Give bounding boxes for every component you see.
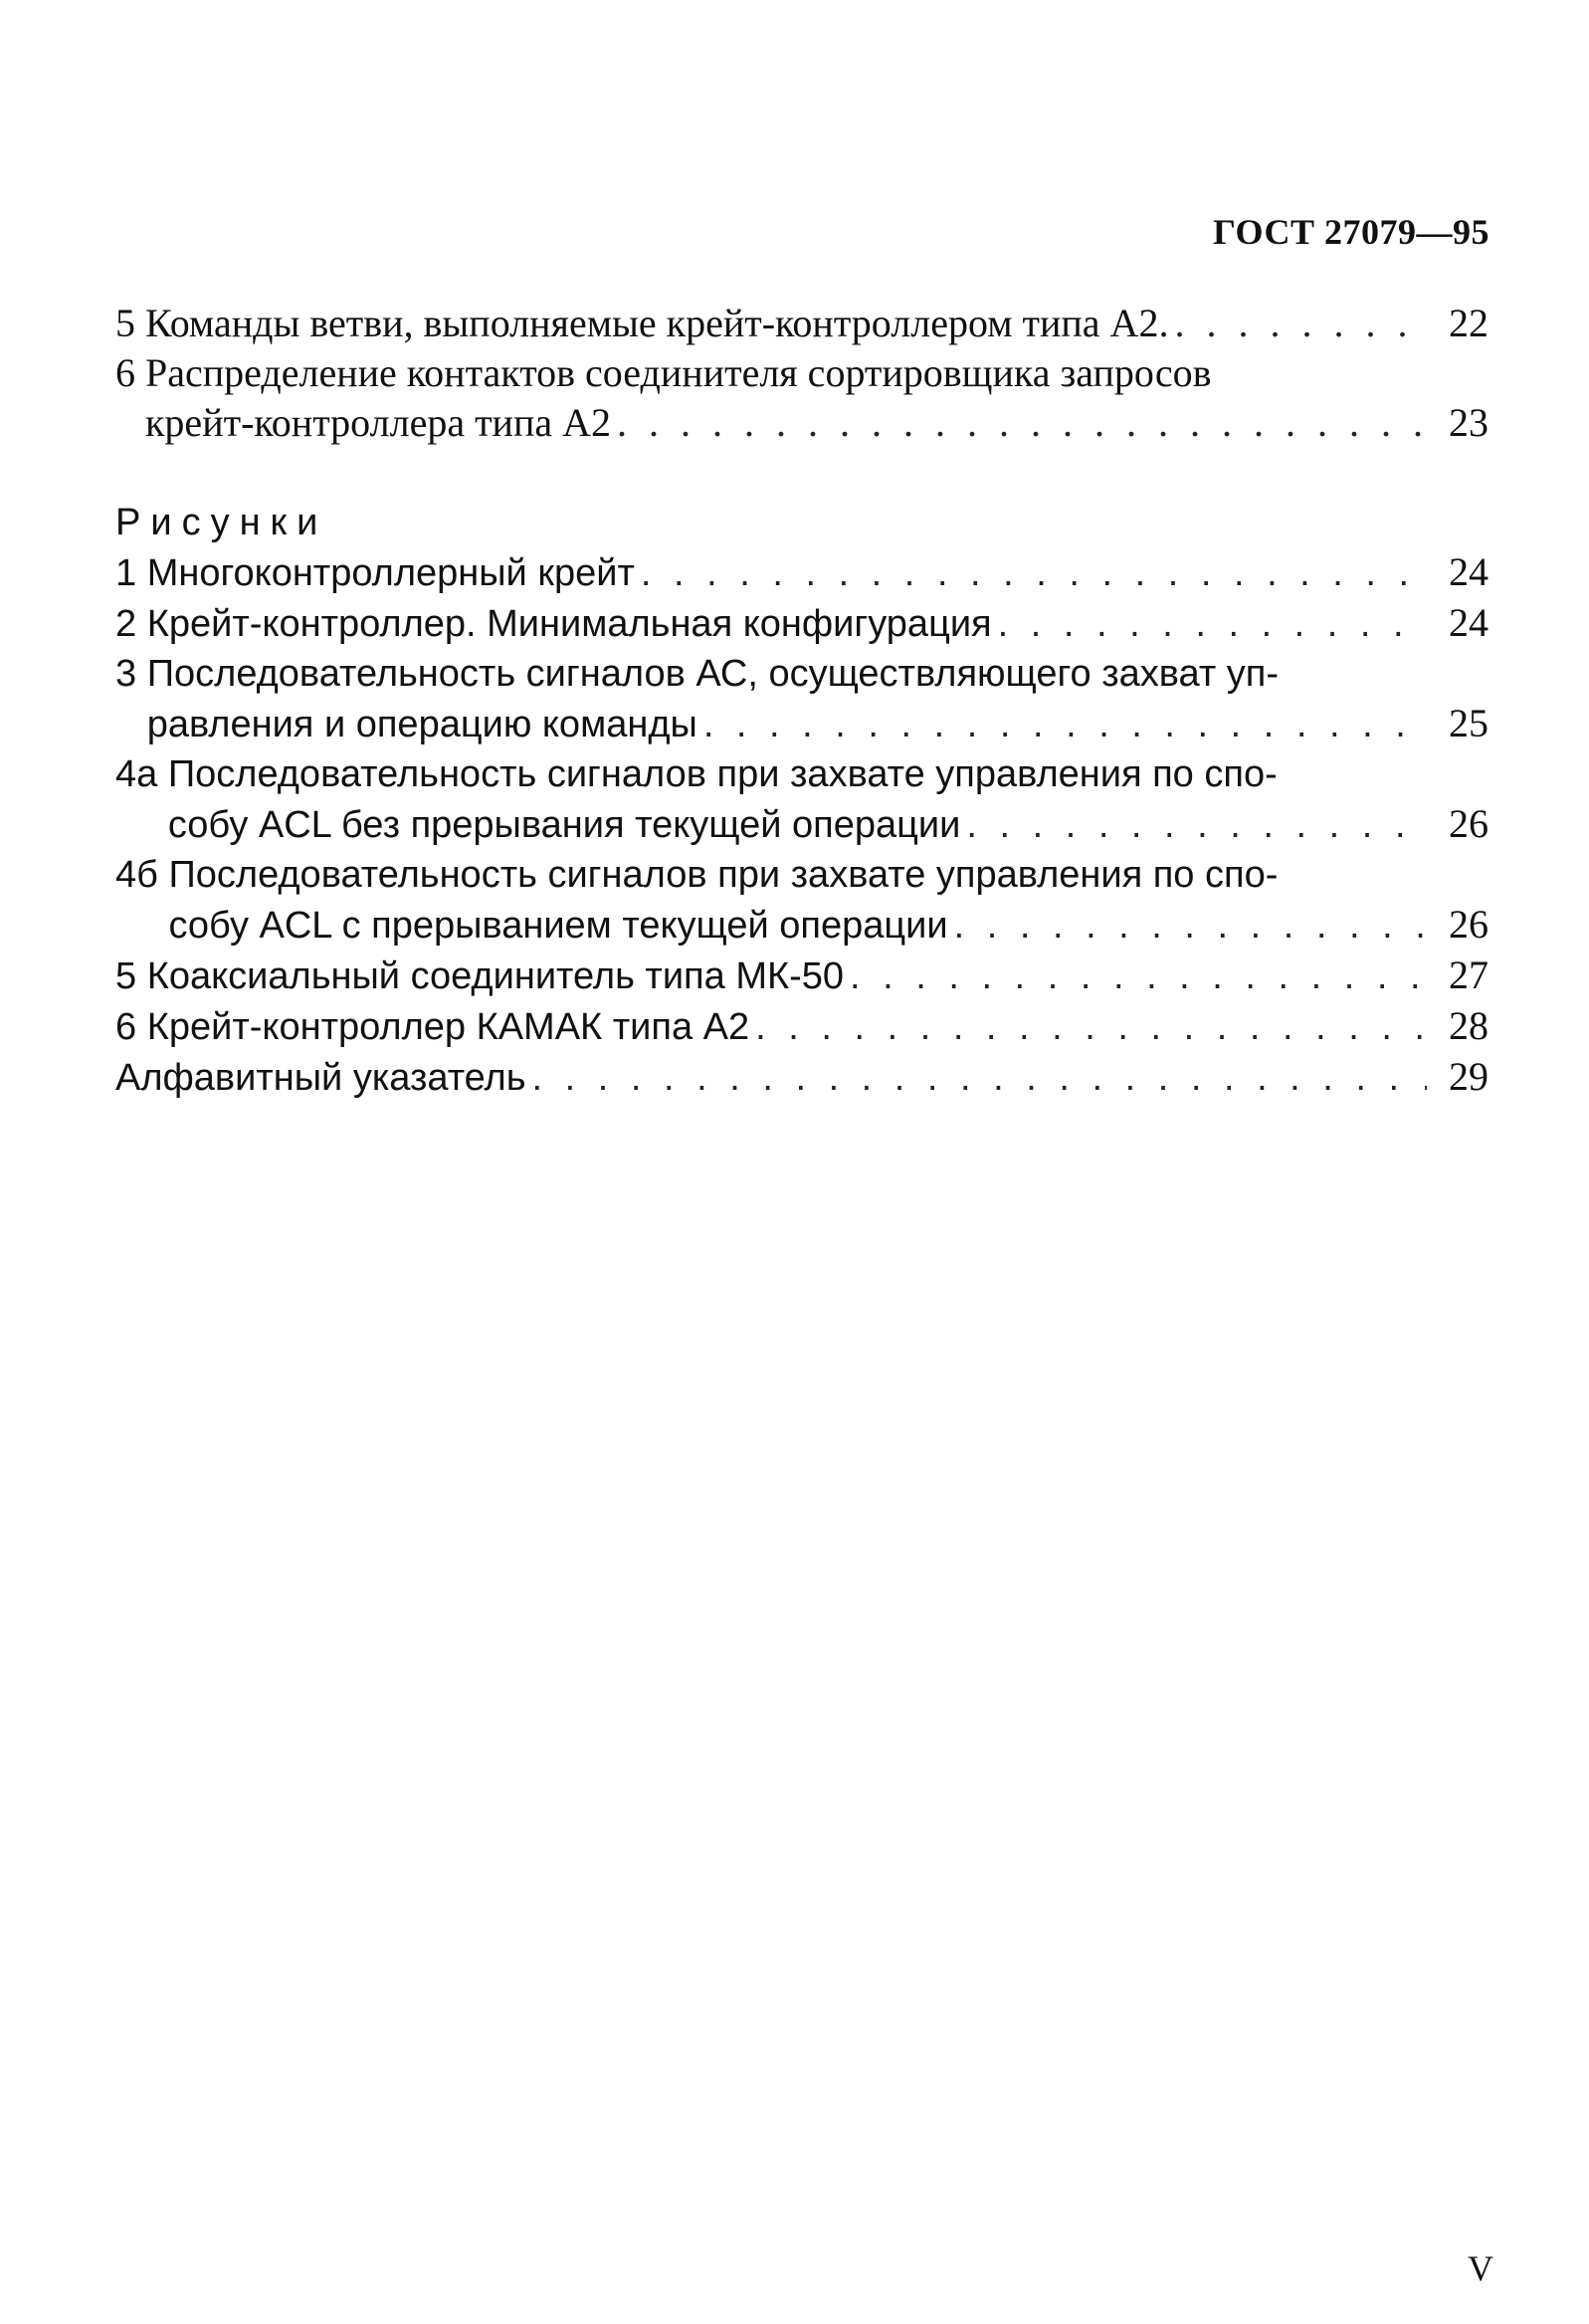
- toc-entry[interactable]: [115, 749, 1489, 850]
- leader-dots: [703, 700, 1427, 749]
- toc-entry-page: 26: [1449, 801, 1489, 846]
- toc-entry-page: 27: [1449, 952, 1489, 997]
- toc-entry-page: 24: [1449, 549, 1489, 594]
- toc-figures-list: [115, 498, 1489, 1103]
- leader-dots: [1174, 299, 1427, 348]
- toc-entry[interactable]: [115, 299, 1489, 348]
- toc-entry[interactable]: [115, 649, 1489, 749]
- leader-dots: [850, 951, 1427, 1001]
- toc-entry-title-continued: равления и операцию команды: [146, 704, 697, 745]
- toc-entry-page: 25: [1449, 701, 1489, 745]
- toc-entry-page: 28: [1449, 1003, 1489, 1048]
- toc-entry-title-continued: крейт-контроллера типа А2: [145, 400, 612, 445]
- toc-entry-title: Последовательность сигналов АС, осуществляющего захват уп-: [146, 653, 1280, 695]
- toc-entry-number: 6: [115, 350, 135, 395]
- toc-entry-title-continued: собу ACL без прерывания текущей операции: [167, 804, 961, 846]
- toc-entry-title: Распределение контактов соединителя сортировщика запросов: [145, 350, 1212, 395]
- toc-entry-page: 23: [1449, 400, 1489, 445]
- page-number-footer: V: [1468, 2248, 1493, 2288]
- toc-entry[interactable]: [115, 951, 1489, 1001]
- document-code-header: ГОСТ 27079—95: [1213, 212, 1490, 252]
- toc-entry-number: 3: [115, 653, 137, 695]
- toc-entry-number: 1: [115, 552, 137, 594]
- toc-entry-title: Крейт-контроллер КАМАК типа А2: [146, 1006, 750, 1048]
- toc-tables-list: [115, 299, 1489, 448]
- section-title-figures: Рисунки: [115, 502, 328, 543]
- toc-entry-number: 4а: [115, 753, 158, 795]
- toc-entry-title: Многоконтроллерный крейт: [146, 552, 635, 594]
- toc-entry-title: Крейт-контроллер. Минимальная конфигурация: [146, 603, 992, 645]
- leader-dots: [998, 599, 1427, 649]
- toc-entry-number: 4б: [115, 854, 158, 896]
- toc-entry-number: 5: [115, 301, 135, 345]
- toc-entry-title: Коаксиальный соединитель типа МК-50: [146, 955, 845, 997]
- toc-entry[interactable]: [115, 850, 1489, 951]
- toc-entry-number: 2: [115, 603, 137, 645]
- leader-dots: [617, 398, 1427, 448]
- toc-entry-title: Команды ветви, выполняемые крейт-контроллером типа А2.: [145, 301, 1169, 345]
- toc-entry[interactable]: [115, 1001, 1489, 1052]
- toc-entry[interactable]: [115, 598, 1489, 649]
- toc-entry-title: Последовательность сигналов при захвате управления по спо-: [167, 753, 1278, 795]
- leader-dots: [755, 1002, 1427, 1052]
- toc-entry-number: 5: [115, 955, 137, 997]
- toc-entry-page: 26: [1449, 902, 1489, 947]
- toc-entry-title: Последовательность сигналов при захвате управления по спо-: [168, 854, 1279, 896]
- toc-entry[interactable]: [115, 348, 1489, 448]
- toc-entry-title: Алфавитный указатель: [115, 1057, 526, 1099]
- toc-entry-title-continued: собу ACL с прерыванием текущей операции: [168, 905, 948, 947]
- toc-entry[interactable]: [115, 547, 1489, 598]
- leader-dots: [641, 548, 1427, 598]
- toc-entry-index[interactable]: [115, 1052, 1489, 1103]
- toc-entry-page: 24: [1449, 600, 1489, 645]
- toc-entry-page: 22: [1449, 301, 1489, 345]
- toc-entry-number: 6: [115, 1006, 137, 1048]
- toc-entry-page: 29: [1449, 1054, 1489, 1099]
- leader-dots: [954, 901, 1427, 951]
- leader-dots: [966, 800, 1427, 850]
- leader-dots: [532, 1053, 1427, 1103]
